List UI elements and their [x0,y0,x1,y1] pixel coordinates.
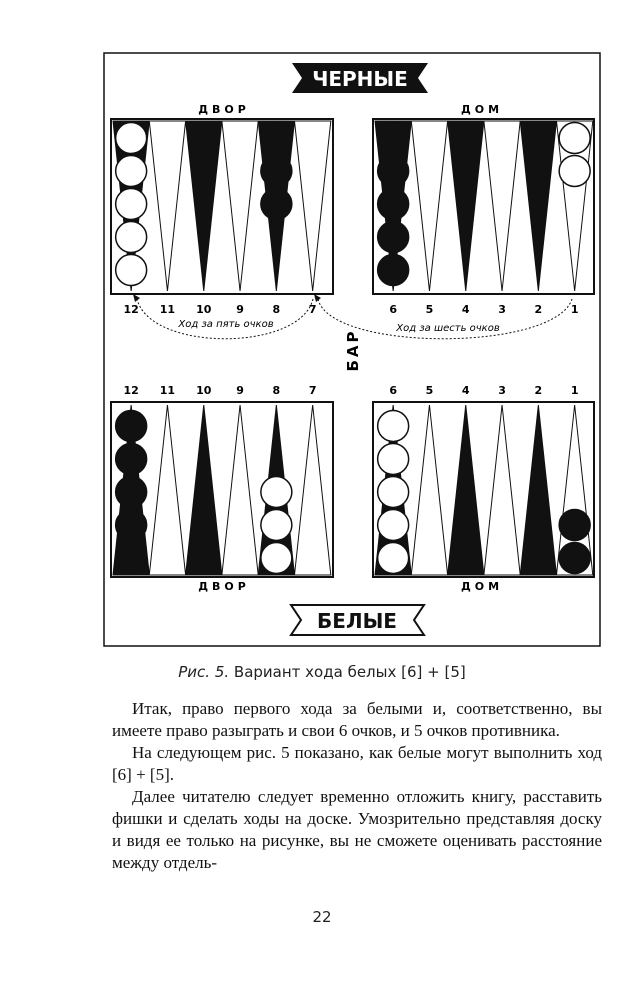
point-number-bottom-left-12: 12 [123,384,139,397]
point-number-bottom-right-3: 3 [498,384,506,397]
black-checker [378,123,409,154]
point-top-left-7 [295,121,331,291]
point-number-top-left-11: 11 [159,303,176,316]
move-six-arrowhead [314,294,321,302]
point-bottom-left-11 [149,405,185,575]
top-banner-label: ЧЕРНЫЕ [312,67,408,91]
figure-caption [0,663,644,681]
top-right-section-label: ДОМ [460,103,504,116]
point-bottom-left-7 [295,405,331,575]
point-number-top-left-12: 12 [123,303,139,316]
point-top-right-4 [448,121,484,291]
point-top-right-3 [484,121,520,291]
black-checker [261,156,292,187]
top-left-section-label: ДВОР [198,103,250,116]
white-checker [116,189,147,220]
point-number-top-right-3: 3 [498,303,506,316]
black-checker [261,123,292,154]
white-checker [261,543,292,574]
black-checker [378,222,409,253]
point-number-top-right-1: 1 [570,303,579,316]
white-checker [378,411,409,442]
white-checker [261,477,292,508]
black-checker [116,543,147,574]
black-checker [378,255,409,286]
point-number-top-right-2: 2 [534,303,543,316]
figure-label: Рис. 5. [178,663,230,681]
point-number-bottom-left-7: 7 [308,384,317,397]
black-checker [116,444,147,475]
white-checker [261,510,292,541]
point-top-left-11 [149,121,185,291]
point-number-bottom-right-4: 4 [461,384,470,397]
point-number-top-left-7: 7 [308,303,317,316]
point-bottom-left-10 [186,405,222,575]
point-number-bottom-left-10: 10 [196,384,212,397]
point-bottom-right-3 [484,405,520,575]
point-number-bottom-left-9: 9 [236,384,244,397]
bottom-banner-label: БЕЛЫЕ [317,609,397,633]
point-top-left-9 [222,121,258,291]
white-checker [116,156,147,187]
point-number-bottom-right-1: 1 [570,384,579,397]
point-number-top-left-8: 8 [272,303,281,316]
page-number: 22 [312,908,332,926]
point-number-top-right-5: 5 [425,303,434,316]
point-top-left-10 [186,121,222,291]
point-bottom-right-5 [411,405,447,575]
black-checker [116,510,147,541]
white-checker [378,543,409,574]
point-bottom-right-2 [520,405,556,575]
white-checker [116,255,147,286]
black-checker [559,510,590,541]
point-bottom-right-4 [448,405,484,575]
point-number-bottom-left-8: 8 [272,384,281,397]
move-five-arrowhead [133,294,140,302]
point-top-right-5 [411,121,447,291]
black-checker [378,156,409,187]
point-bottom-left-9 [222,405,258,575]
white-checker [378,444,409,475]
point-number-bottom-right-6: 6 [389,384,397,397]
black-checker [116,477,147,508]
point-number-top-right-4: 4 [461,303,470,316]
point-number-top-left-9: 9 [236,303,244,316]
white-checker [559,123,590,154]
bottom-left-section-label: ДВОР [198,580,250,593]
body-text [112,698,602,874]
black-checker [378,189,409,220]
bottom-right-section-label: ДОМ [460,580,504,593]
point-top-right-2 [520,121,556,291]
paragraph-2: На следующем рис. 5 показано, как белые могут выполнить ход [6] + [5]. [112,743,602,784]
move-six-label: Ход за шесть очков [396,323,500,334]
point-number-bottom-right-5: 5 [425,384,434,397]
move-five-label: Ход за пять очков [178,319,274,330]
point-number-top-left-10: 10 [196,303,212,316]
figure-caption-text: Вариант хода белых [6] + [5] [229,663,466,681]
white-checker [378,477,409,508]
black-checker [261,189,292,220]
point-number-top-right-6: 6 [389,303,397,316]
white-checker [559,156,590,187]
black-checker [559,543,590,574]
paragraph-3: Далее читателю следует временно отложить книгу, расставить фишки и сделать ходы на доске. Умозрительно представляя доску и видя ее только на рисунке, вы не сможете оценивать расстояние между отдель- [112,787,602,872]
point-number-bottom-right-2: 2 [534,384,543,397]
black-checker [116,411,147,442]
white-checker [378,510,409,541]
bar-label: БАР [344,328,362,372]
paragraph-1: Итак, право первого хода за белыми и, соответственно, вы имеете право разыграть и свои 6 очков, и 5 очков противника. [112,699,602,740]
white-checker [116,123,147,154]
point-number-bottom-left-11: 11 [159,384,176,397]
white-checker [116,222,147,253]
